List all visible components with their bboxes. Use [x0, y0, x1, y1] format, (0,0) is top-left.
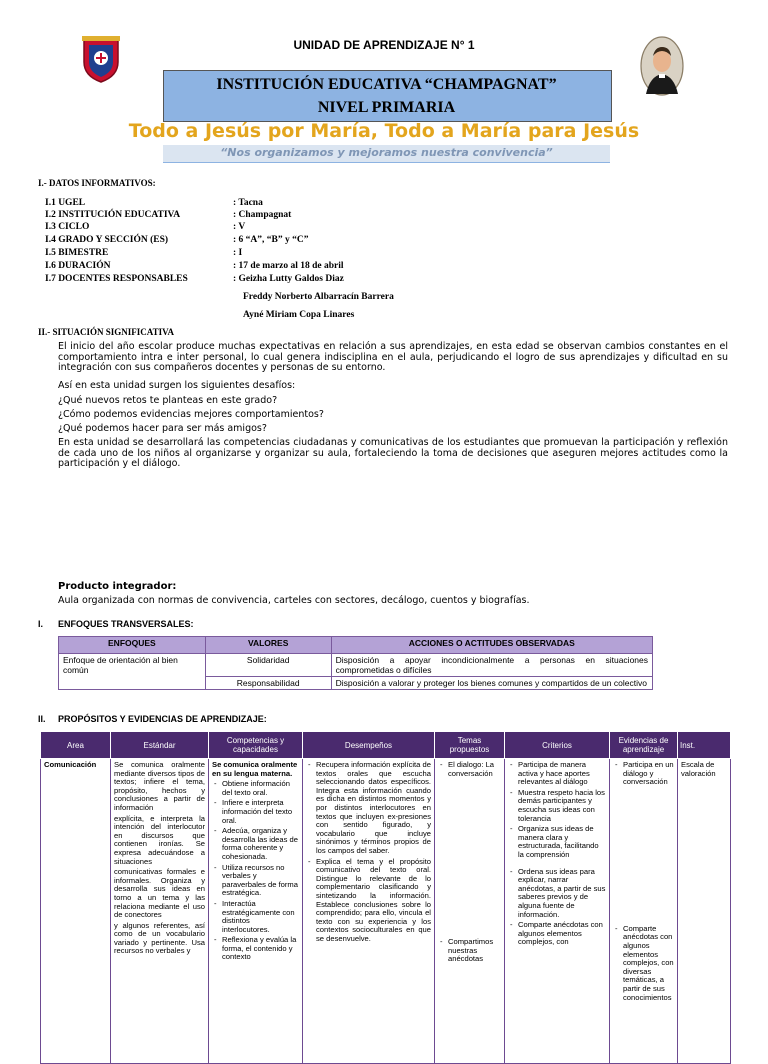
list-item: - Utiliza recursos no verbales y paraverbales de forma estratégica. [222, 864, 299, 898]
table-header-row [59, 637, 653, 654]
info-label: I.7 DOCENTES RESPONSABLES [45, 274, 188, 284]
teacher-name: Freddy Norberto Albarracín Barrera [243, 292, 394, 302]
estandar-text: explícita, e interpreta la intención del interlocutor en discursos que contienen ironías. Se expresa adecuándose a situaciones [114, 813, 205, 866]
list-item: - Participa de manera activa y hace aportes relevantes al diálogo [518, 761, 606, 787]
propositos-heading: PROPÓSITOS Y EVIDENCIAS DE APRENDIZAJE: [58, 714, 267, 724]
criterios-list [508, 761, 606, 947]
info-value: : Champagnat [233, 210, 292, 220]
list-item: - Infiere e interpreta información del texto oral. [222, 799, 299, 825]
list-item: - Adecúa, organiza y desarrolla las ideas de forma coherente y cohesionada. [222, 827, 299, 861]
column-header: Temas propuestos [435, 732, 505, 759]
list-item: - Recupera información explícita de textos orales que escucha seleccionando datos específicos. Integra esta información cuando es dicha en distintos momentos y por distintos interlocutores en textos que incluyen ex-presiones con sentido figurado, y vocabulario que incluye sinónimos y términos propios de los campos del saber. [316, 761, 431, 856]
info-label: I.6 DURACIÓN [45, 261, 111, 271]
list-item: - El dialogo: La conversación [448, 761, 501, 778]
unit-title: UNIDAD DE APRENDIZAJE N° 1 [293, 38, 475, 52]
column-header: ACCIONES O ACTITUDES OBSERVADAS [331, 637, 652, 654]
instrumento-cell: Escala de valoración [678, 759, 731, 1064]
info-value: : Tacna [233, 198, 263, 208]
accion-cell: Disposición a apoyar incondicionalmente a personas en situaciones comprometidas o difíciles [331, 654, 652, 677]
column-header: Evidencias de aprendizaje [610, 732, 678, 759]
list-item: - Compartimos nuestras anécdotas [448, 938, 501, 964]
evidencias-cell [610, 759, 678, 1064]
school-motto: Todo a Jesús por María, Todo a María para Jesús [128, 120, 640, 142]
table-row [41, 759, 731, 1064]
propositos-heading-number: II. [38, 714, 46, 724]
info-label: I.2 INSTITUCIÓN EDUCATIVA [45, 210, 181, 220]
enfoques-heading-number: I. [38, 619, 44, 629]
info-value: : 6 “A”, “B” y “C” [233, 235, 309, 245]
list-item: - Obtiene información del texto oral. [222, 780, 299, 797]
info-label: I.5 BIMESTRE [45, 248, 109, 258]
valor-cell: Solidaridad [205, 654, 331, 677]
list-item: - Comparte anécdotas con algunos elementos complejos, con [518, 921, 606, 947]
area-cell: Comunicación [41, 759, 111, 1064]
column-header: Desempeños [303, 732, 435, 759]
enfoques-table [58, 636, 653, 690]
list-item: - Ordena sus ideas para explicar, narrar anécdotas, a partir de sus saberes previos y de alguna fuente de información. [518, 868, 606, 920]
challenge-question: ¿Qué nuevos retos te planteas en este grado? [58, 395, 278, 406]
desempenos-list [306, 761, 431, 943]
table-header-row [41, 732, 731, 759]
list-item: - Explica el tema y el propósito comunicativo del texto oral. Distingue lo relevante de lo complementario clasificando y sintetizando la información. Establece conclusiones sobre lo comprendido; para ello, vincula el texto con su experiencia y los contextos socioculturales en que se desenvuelve. [316, 858, 431, 944]
column-header: Area [41, 732, 111, 759]
info-value: : Geizha Lutty Galdos Diaz [233, 274, 344, 284]
table-row [59, 654, 653, 677]
estandar-cell [111, 759, 209, 1064]
challenge-question: ¿Qué podemos hacer para ser más amigos? [58, 423, 267, 434]
situacion-challenges-intro: Así en esta unidad surgen los siguientes desafíos: [58, 380, 296, 391]
column-header: Competencias y capacidades [209, 732, 303, 759]
column-header: Estándar [111, 732, 209, 759]
temas-cell [435, 759, 505, 1064]
school-name: INSTITUCIÓN EDUCATIVA “CHAMPAGNAT” [216, 76, 557, 93]
list-item: - Organiza sus ideas de manera clara y estructurada, facilitando la comprensión [518, 825, 606, 859]
school-level: NIVEL PRIMARIA [317, 99, 456, 116]
list-item: - Interactúa estratégicamente con distintos interlocutores. [222, 900, 299, 934]
producto-heading: Producto integrador: [58, 581, 177, 592]
situacion-closing-paragraph: En esta unidad se desarrollará las competencias ciudadanas y comunicativas de los estudiantes que promuevan la participación y reflexión de cada uno de los niños al organizarse y organizar su aula, fortaleciendo la toma de decisiones que aseguren mejores actitudes como la participación y el diálogo. [58, 437, 728, 469]
enfoque-cell: Enfoque de orientación al bien común [59, 654, 206, 690]
competencias-cell [209, 759, 303, 1064]
column-header: Criterios [505, 732, 610, 759]
list-item: - Reflexiona y evalúa la forma, el contenido y contexto [222, 936, 299, 962]
estandar-text: y algunos referentes, así como de un vocabulario variado y pertinente. Usa recursos no verbales y [114, 920, 205, 956]
estandar-text: Se comunica oralmente mediante diversos tipos de textos; infiere el tema, propósito, hechos y conclusiones a partir de información [114, 760, 205, 812]
valor-cell: Responsabilidad [205, 677, 331, 690]
list-item: - Muestra respeto hacia los demás participantes y escucha sus ideas con tolerancia [518, 789, 606, 823]
column-header: Inst. [678, 732, 731, 759]
info-value: : V [233, 222, 246, 232]
capacidades-list [212, 780, 299, 962]
unit-slogan: “Nos organizamos y mejoramos nuestra convivencia” [220, 146, 553, 159]
propositos-table [40, 731, 731, 1064]
info-label: I.1 UGEL [45, 198, 86, 208]
info-value: : 17 de marzo al 18 de abril [233, 261, 344, 271]
challenge-question: ¿Cómo podemos evidencias mejores comportamientos? [58, 409, 324, 420]
evidencias-list [613, 761, 674, 1002]
enfoques-heading: ENFOQUES TRANSVERSALES: [58, 619, 194, 629]
info-label: I.3 CICLO [45, 222, 90, 232]
list-item: - Participa en un diálogo y conversación [623, 761, 674, 787]
column-header: ENFOQUES [59, 637, 206, 654]
estandar-text: comunicativas formales e informales. Organiza y desarrolla sus ideas en torno a un tema y las relaciona mediante el uso de conectores [114, 867, 205, 920]
desempenos-cell [303, 759, 435, 1064]
situacion-paragraph: El inicio del año escolar produce muchas expectativas en relación a sus aprendizajes, en esta edad se observan cambios constantes en el comportamiento intra e inter personal, lo cual genera indisciplina en el aula, perjudicando el logro de sus aprendizajes y dificultad en su integración con sus compañeros docentes y personas de su entorno. [58, 341, 728, 373]
producto-text: Aula organizada con normas de convivencia, carteles con sectores, decálogo, cuentos y biografías. [58, 595, 530, 606]
teacher-name: Ayné Miriam Copa Linares [243, 310, 355, 320]
competencia-title: Se comunica oralmente en su lengua materna. [212, 760, 298, 778]
situacion-heading: II.- SITUACIÓN SIGNIFICATIVA [38, 327, 174, 337]
temas-list [438, 761, 501, 964]
list-item: - Comparte anécdotas con algunos elementos complejos, con diversas temáticas, a partir de sus conocimientos [623, 925, 674, 1002]
info-label: I.4 GRADO Y SECCIÓN (ES) [45, 235, 169, 245]
criterios-cell [505, 759, 610, 1064]
datos-heading: I.- DATOS INFORMATIVOS: [38, 178, 156, 188]
accion-cell: Disposición a valorar y proteger los bienes comunes y compartidos de un colectivo [331, 677, 652, 690]
info-value: : I [233, 248, 243, 258]
column-header: VALORES [205, 637, 331, 654]
